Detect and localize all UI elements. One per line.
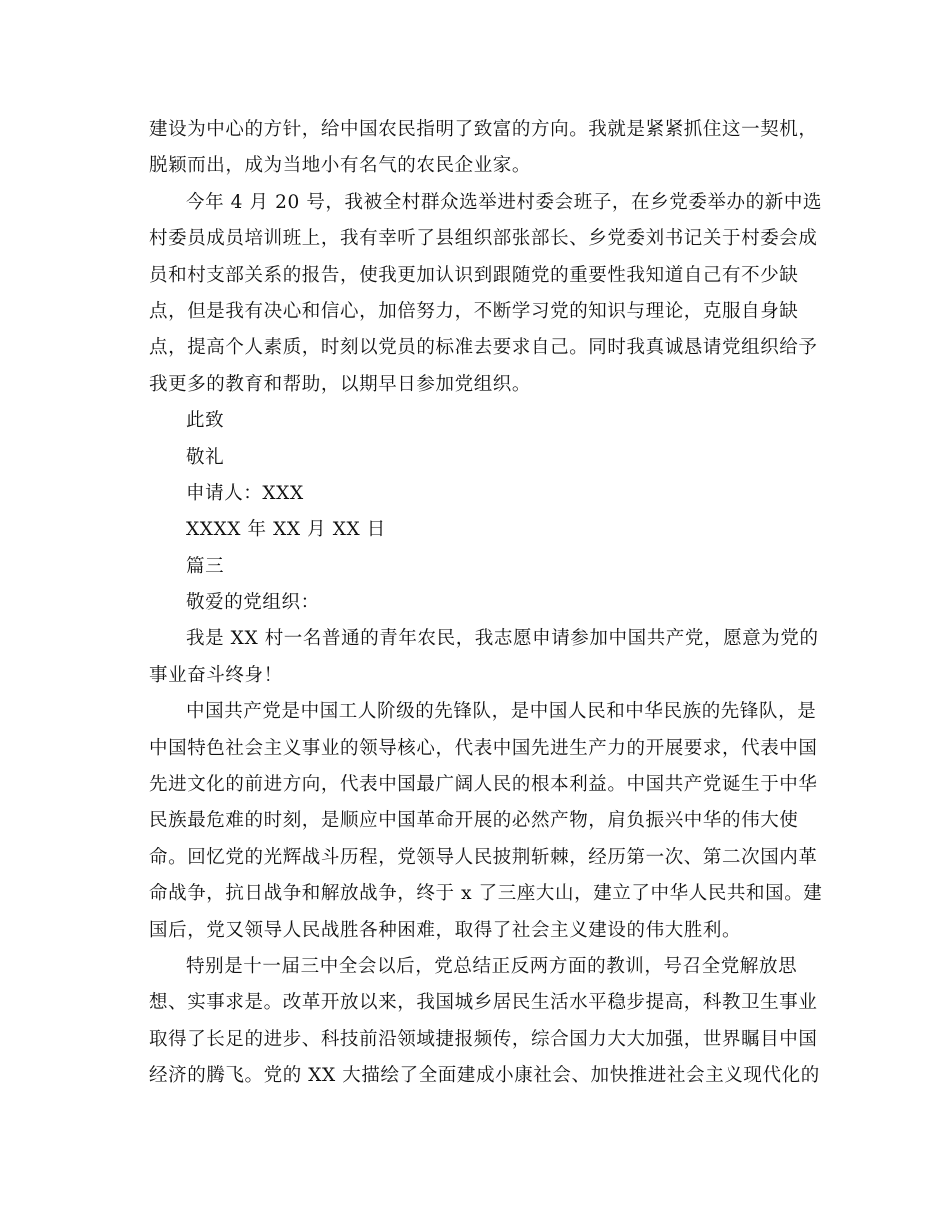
text-line: 员和村支部关系的报告，使我更加认识到跟随党的重要性我知道自己有不少缺 [149, 264, 799, 286]
text-line: 中国特色社会主义事业的领导核心，代表中国先进生产力的开展要求，代表中国 [149, 737, 818, 759]
text-line: 民族最危难的时刻，是顺应中国革命开展的必然产物，肩负振兴中华的伟大使 [149, 810, 799, 832]
document-body [149, 112, 823, 1095]
text-line: XXXX 年 XX 月 XX 日 [186, 519, 386, 541]
text-line: 敬礼 [186, 446, 225, 468]
text-line: 今年 4 月 20 号，我被全村群众选举进村委会班子，在乡党委举办的新中选 [186, 191, 823, 213]
text-line: 我更多的教育和帮助，以期早日参加党组织。 [149, 373, 532, 395]
text-line: 命战争，抗日战争和解放战争，终于 x 了三座大山，建立了中华人民共和国。建 [149, 883, 823, 905]
text-line: 建设为中心的方针，给中国农民指明了致富的方向。我就是紧紧抓住这一契机， [149, 119, 818, 140]
text-line: 先进文化的前进方向，代表中国最广阔人民的根本利益。中国共产党诞生于中华 [149, 774, 818, 796]
text-line: 脱颖而出，成为当地小有名气的农民企业家。 [149, 155, 532, 177]
text-line: 中国共产党是中国工人阶级的先锋队，是中国人民和中华民族的先锋队，是 [186, 701, 817, 723]
text-line: 经济的腾飞。党的 XX 大描绘了全面建成小康社会、加快推进社会主义现代化的 [149, 1065, 820, 1087]
text-line: 取得了长足的进步、科技前沿领域捷报频传，综合国力大大加强，世界瞩目中国 [149, 1028, 818, 1050]
text-line: 国后，党又领导人民战胜各种困难，取得了社会主义建设的伟大胜利。 [149, 919, 742, 941]
text-line: 敬爱的党组织： [186, 592, 320, 614]
text-line: 篇三 [186, 555, 225, 577]
text-line: 事业奋斗终身！ [149, 664, 283, 686]
text-line: 想、实事求是。改革开放以来，我国城乡居民生活水平稳步提高，科教卫生事业 [149, 992, 818, 1014]
text-line: 特别是十一届三中全会以后，党总结正反两方面的教训，号召全党解放思 [186, 955, 798, 977]
text-line: 村委员成员培训班上，我有幸听了县组织部张部长、乡党委刘书记关于村委会成 [149, 228, 818, 250]
text-line: 我是 XX 村一名普通的青年农民，我志愿申请参加中国共产党，愿意为党的 [186, 628, 819, 650]
text-line: 点，提高个人素质，时刻以党员的标准去要求自己。同时我真诚恳请党组织给予 [149, 337, 818, 359]
text-line: 此致 [186, 410, 225, 432]
text-line: 命。回忆党的光辉战斗历程，党领导人民披荆斩棘，经历第一次、第二次国内革 [149, 846, 818, 868]
text-line: 申请人：XXX [186, 482, 304, 504]
text-line: 点，但是我有决心和信心，加倍努力，不断学习党的知识与理论，克服自身缺 [149, 300, 799, 322]
